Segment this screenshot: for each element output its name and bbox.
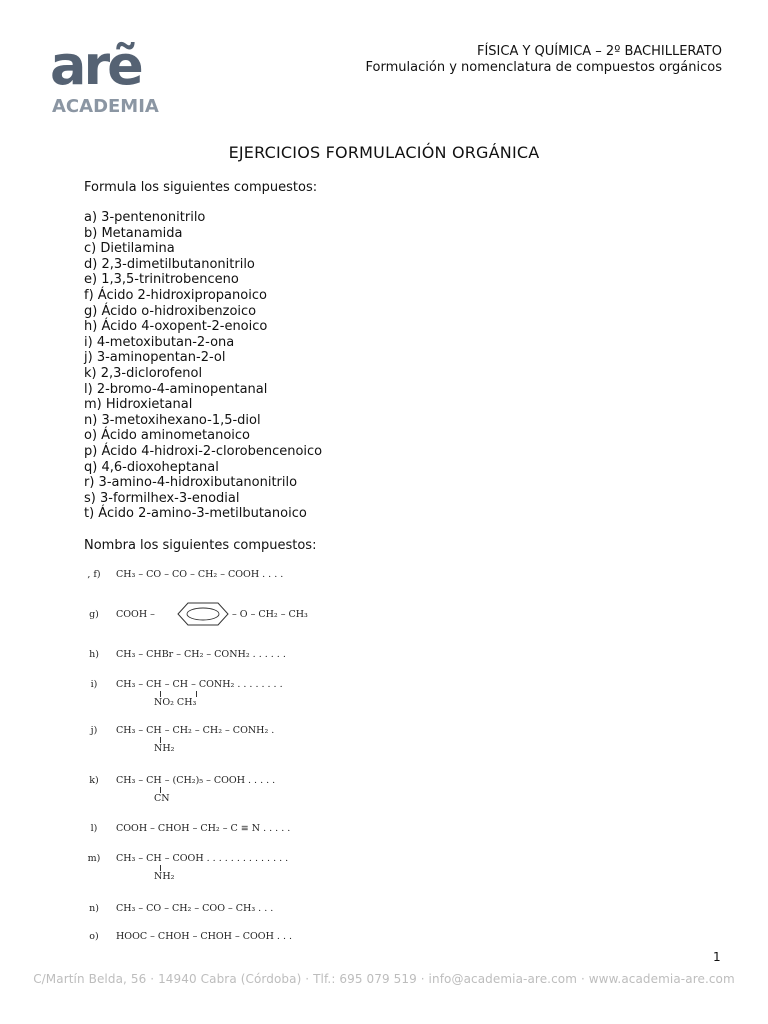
structure-label: m) <box>87 853 101 864</box>
list-item: d) 2,3-dimetilbutanonitrilo <box>84 256 255 272</box>
list-item: k) 2,3-diclorofenol <box>84 365 203 381</box>
structure-formula: CH₃ – CH – (CH₂)₅ – COOH . . . . . <box>116 775 276 786</box>
structure-formula: HOOC – CHOH – CHOH – COOH . . . <box>116 931 293 942</box>
structure-k <box>80 775 380 805</box>
list-item: j) 3-aminopentan-2-ol <box>84 350 226 366</box>
list-item: n) 3-metoxihexano-1,5-diol <box>84 412 261 428</box>
structure-formula: COOH – CHOH – CH₂ – C ≡ N . . . . . <box>116 823 291 834</box>
logo-brand: arẽ <box>50 34 141 97</box>
structure-label: j) <box>90 725 98 736</box>
list-item: s) 3-formilhex-3-enodial <box>84 490 240 506</box>
list-item: l) 2-bromo-4-aminopentanal <box>84 381 268 397</box>
structure-m <box>80 853 380 883</box>
formula-intro: Formula los siguientes compuestos: <box>84 180 318 195</box>
structure-formula: CH₃ – CHBr – CH₂ – CONH₂ . . . . . . <box>116 649 286 660</box>
logo-subtitle: ACADEMIA <box>52 96 159 117</box>
list-item: m) Hidroxietanal <box>84 397 193 413</box>
structure-label: h) <box>89 649 99 660</box>
list-item: e) 1,3,5-trinitrobenceno <box>84 272 239 288</box>
structure-substituent: NH₂ <box>154 743 175 754</box>
footer-contact: C/Martín Belda, 56 · 14940 Cabra (Córdoba) · Tlf.: 695 079 519 · info@academia-are.com · www.academia-are.com <box>33 972 735 986</box>
list-item: p) Ácido 4-hidroxi-2-clorobencenoico <box>84 443 323 459</box>
structure-formula: CH₃ – CO – CH₂ – COO – CH₃ . . . <box>116 903 274 914</box>
page-title: EJERCICIOS FORMULACIÓN ORGÁNICA <box>228 143 540 162</box>
list-item: a) 3-pentenonitrilo <box>84 210 206 225</box>
structure-formula: CH₃ – CH – COOH . . . . . . . . . . . . . . <box>116 853 289 864</box>
structure-label: i) <box>90 679 98 690</box>
header-topic: Formulación y nomenclatura de compuestos orgánicos <box>365 60 722 75</box>
structure-g <box>80 609 380 633</box>
list-item: q) 4,6-dioxoheptanal <box>84 459 219 475</box>
structure-label: n) <box>89 903 99 914</box>
document-header <box>366 44 722 76</box>
list-item: c) Dietilamina <box>84 241 175 257</box>
structure-formula: CH₃ – CH – CH – CONH₂ . . . . . . . . <box>116 679 283 690</box>
header-subject: FÍSICA Y QUÍMICA – 2º BACHILLERATO <box>476 44 722 59</box>
structure-substituent: NH₂ <box>154 871 175 882</box>
list-item: b) Metanamida <box>84 225 183 241</box>
structure-label: o) <box>89 931 99 942</box>
structure-label: l) <box>90 823 98 834</box>
structure-j <box>80 725 380 755</box>
structure-formula: CH₃ – CH – CH₂ – CH₂ – CONH₂ . <box>116 725 275 736</box>
list-item: t) Ácido 2-amino-3-metilbutanoico <box>84 506 307 522</box>
list-item: f) Ácido 2-hidroxipropanoico <box>84 287 267 303</box>
benzene-ring-icon <box>168 601 238 627</box>
structure-substituent: NO₂ CH₃ <box>154 697 197 708</box>
structure-substituent: CN <box>154 793 170 804</box>
academy-logo <box>50 30 165 120</box>
structure-label: g) <box>89 609 99 620</box>
list-item: r) 3-amino-4-hidroxibutanonitrilo <box>84 475 298 491</box>
structure-label: , f) <box>87 569 101 580</box>
structure-label: k) <box>89 775 99 786</box>
list-item: o) Ácido aminometanoico <box>84 428 250 444</box>
list-item: i) 4-metoxibutan-2-ona <box>84 334 235 350</box>
name-intro: Nombra los siguientes compuestos: <box>84 538 317 553</box>
list-item: g) Ácido o-hidroxibenzoico <box>84 303 257 319</box>
structure-formula-left: COOH – <box>116 609 155 620</box>
formula-list <box>84 210 322 522</box>
structure-formula-right: – O – CH₂ – CH₃ <box>232 609 308 620</box>
list-item: h) Ácido 4-oxopent-2-enoico <box>84 319 268 335</box>
structure-i <box>80 679 380 709</box>
structure-formula: CH₃ – CO – CO – CH₂ – COOH . . . . <box>116 569 284 580</box>
page-number: 1 <box>713 950 721 964</box>
